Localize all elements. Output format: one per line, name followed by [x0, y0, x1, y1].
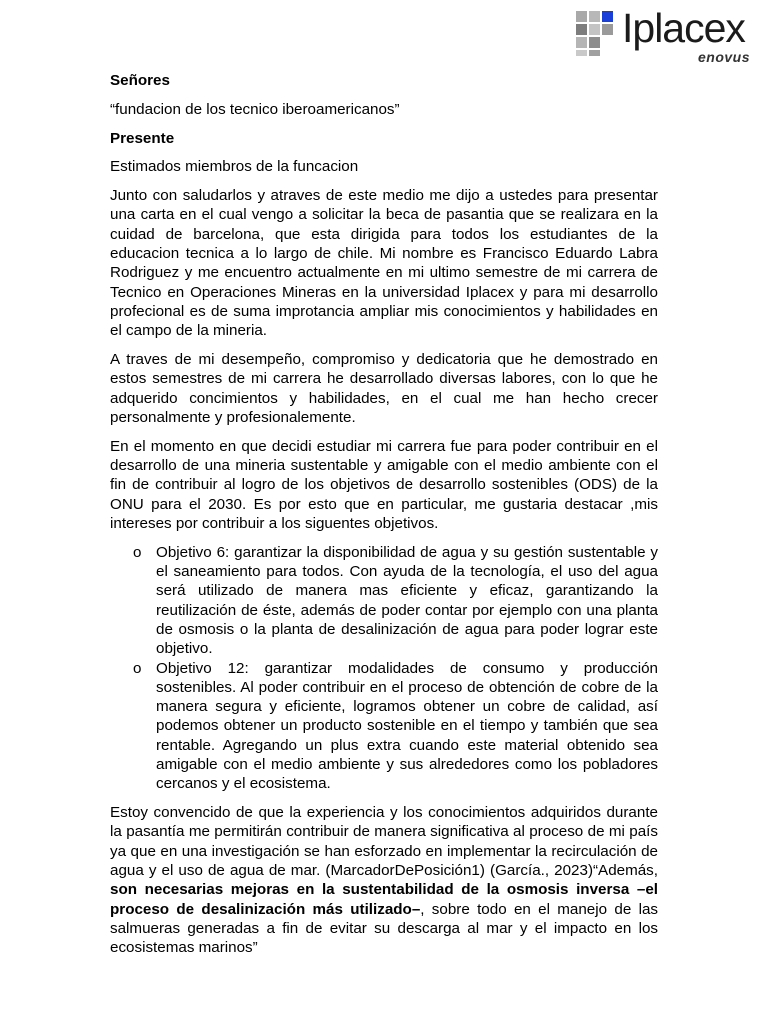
list-item	[110, 659, 658, 794]
letter-body	[110, 71, 658, 967]
objective-12-text: Objetivo 12: garantizar modalidades de consumo y producción sostenibles. Al poder contribuir en el proceso de obtención de cobre de la manera segura y eficiente, logramos obtener un cobre de calidad, así podemos obtener un producto sostenible en el tiempo y también que sea rentable. Agregando un plus extra cuando este material obtenido sea amigable con el medio ambiente y sus alrededores como los pobladores cercanos y el ecosistema.	[156, 659, 658, 793]
greeting: Estimados miembros de la funcacion	[110, 158, 359, 176]
iplacex-logo	[576, 5, 756, 69]
objectives-list	[110, 543, 658, 794]
bullet-icon: o	[133, 659, 142, 677]
list-item	[110, 543, 658, 659]
paragraph-motivation: En el momento en que decidi estudiar mi carrera fue para poder contribuir en el desarrollo de una mineria sustentable y amigable con el medio ambiente con el fin de contribuir al logro de los objetivos de desarrollo sostenibles (ODS) de la ONU para el 2030. Es por esto que en particular, me gustaria destacar ,mis intereses por contribuir a los siguentes objetivos.	[110, 437, 658, 532]
bullet-icon: o	[133, 543, 142, 561]
paragraph-experience: A traves de mi desempeño, compromiso y dedicatoria que he demostrado en estos semestres de mi carrera he desarrollado diversas labores, con lo que he adquerido concimientos y habilidades, en el cual me han hecho crecer personalmente y profesionalemente.	[110, 351, 658, 426]
paragraph-conclusion	[110, 803, 658, 957]
conclusion-bold-quote: son necesarias mejoras en la sustentabilidad de la osmosis inversa –el proceso de desalinización más utilizado–	[110, 881, 658, 918]
objective-6-text: Objetivo 6: garantizar la disponibilidad de agua y su gestión sustentable y el saneamiento para todos. Con ayuda de la tecnología, el uso del agua será utilizado de manera mas eficiente y eficaz, garantizando la reutilización de éste, además de poder contar por ejemplo con una planta de osmosis o la planta de desalinización de agua para poder lograr este objetivo.	[156, 543, 658, 658]
logo-squares-icon	[576, 9, 618, 57]
logo-subtitle: enovus	[697, 49, 750, 65]
logo-wordmark: Iplacex	[622, 5, 745, 51]
conclusion-start: Estoy convencido de que la experiencia y los conocimientos adquiridos durante la pasantía me permitirán contribuir de manera significativa al proceso de mi país ya que en una investigación se han esforzado en implementar la recirculación de agua y el uso de agua de mar. (MarcadorDePosición1) (García., 2023)“Además,	[110, 804, 658, 879]
conclusion-end: , sobre todo en el manejo de las salmueras generadas a fin de evitar su descarga al mar y el impacto en los ecosistemas marinos”	[110, 900, 658, 957]
salutation: Señores	[110, 72, 170, 89]
recipient: “fundacion de los tecnico iberoamericanos”	[110, 100, 400, 118]
presente-heading: Presente	[110, 129, 175, 147]
paragraph-intro: Junto con saludarlos y atraves de este medio me dijo a ustedes para presentar una carta en el cual vengo a solicitar la beca de pasantia que se realizara en la cuidad de barcelona, que esta dirigida para todos los estudiantes de la educacion tecnica a lo largo de chile. Mi nombre es Francisco Eduardo Labra Rodriguez y me encuentro actualmente en mi ultimo semestre de mi carrera de Tecnico en Operaciones Mineras en la universidad Iplacex y para mi desarrollo profecional es de suma improtancia ampliar mis conocimientos y habilidades en el campo de la mineria.	[110, 187, 658, 340]
